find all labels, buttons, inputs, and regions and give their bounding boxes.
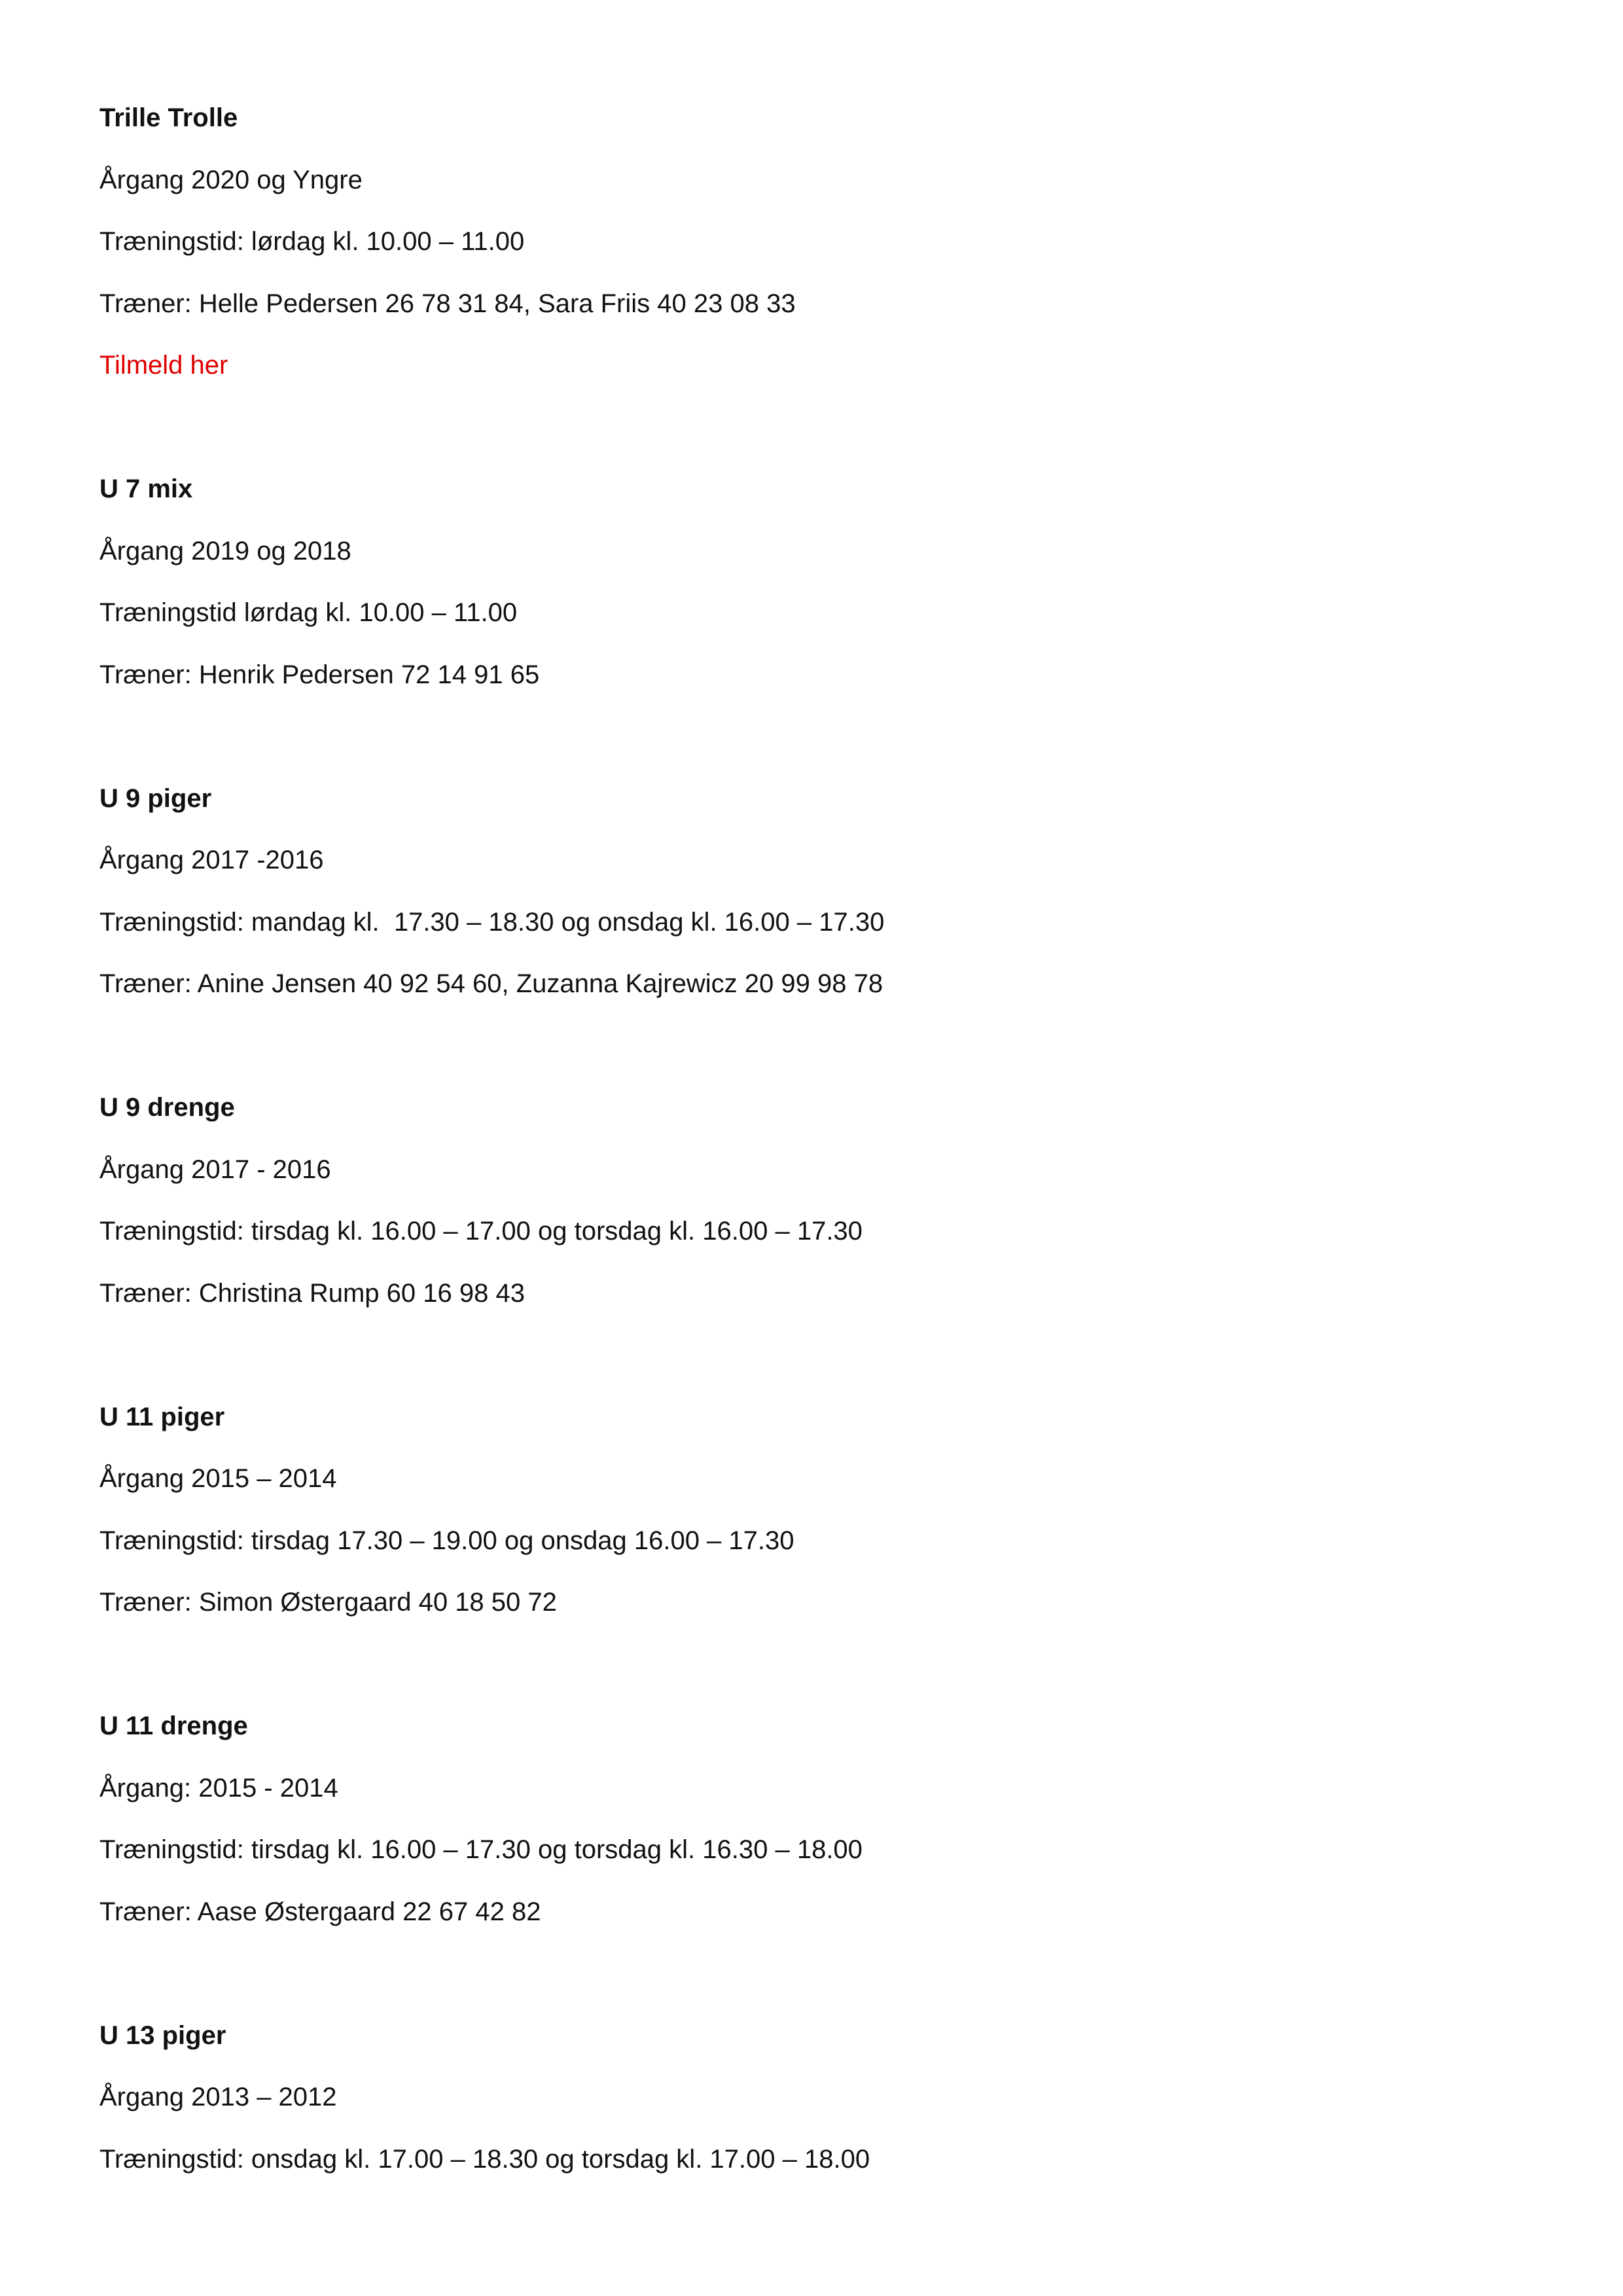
section-title-u13-piger: U 13 piger [99,2021,226,2050]
section-year-line: Årgang 2013 – 2012 [99,2083,337,2111]
section-training-time-line: Træningstid: tirsdag 17.30 – 19.00 og onsdag 16.00 – 17.30 [99,1526,794,1555]
section-training-time-line: Træningstid: onsdag kl. 17.00 – 18.30 og torsdag kl. 17.00 – 18.00 [99,2145,870,2174]
section-title-u9-piger: U 9 piger [99,784,212,813]
section-trainer-line: Træner: Anine Jensen 40 92 54 60, Zuzanna Kajrewicz 20 99 98 78 [99,969,883,998]
section-training-time-line: Træningstid: tirsdag kl. 16.00 – 17.00 og torsdag kl. 16.00 – 17.30 [99,1217,863,1246]
section-year-line: Årgang 2019 og 2018 [99,537,351,565]
section-title-trille-trolle: Trille Trolle [99,103,238,132]
section-training-time-line: Træningstid: lørdag kl. 10.00 – 11.00 [99,227,525,256]
section-year-line: Årgang 2015 – 2014 [99,1464,337,1493]
section-title-u11-piger: U 11 piger [99,1403,225,1431]
section-trainer-line: Træner: Aase Østergaard 22 67 42 82 [99,1897,541,1926]
section-year-line: Årgang 2020 og Yngre [99,166,363,194]
section-trainer-line: Træner: Helle Pedersen 26 78 31 84, Sara Friis 40 23 08 33 [99,289,796,318]
section-trainer-line: Træner: Henrik Pedersen 72 14 91 65 [99,660,540,689]
section-title-u7-mix: U 7 mix [99,475,193,503]
section-training-time-line: Træningstid: mandag kl. 17.30 – 18.30 og onsdag kl. 16.00 – 17.30 [99,908,885,937]
section-training-time-line: Træningstid: tirsdag kl. 16.00 – 17.30 og torsdag kl. 16.30 – 18.00 [99,1835,863,1864]
section-title-u9-drenge: U 9 drenge [99,1093,235,1122]
signup-link[interactable]: Tilmeld her [99,351,228,380]
section-year-line: Årgang 2017 - 2016 [99,1155,331,1184]
section-year-line: Årgang: 2015 - 2014 [99,1774,338,1803]
section-training-time-line: Træningstid lørdag kl. 10.00 – 11.00 [99,598,518,627]
section-trainer-line: Træner: Simon Østergaard 40 18 50 72 [99,1588,557,1617]
section-title-u11-drenge: U 11 drenge [99,1712,248,1740]
section-year-line: Årgang 2017 -2016 [99,846,324,874]
section-trainer-line: Træner: Christina Rump 60 16 98 43 [99,1279,525,1308]
